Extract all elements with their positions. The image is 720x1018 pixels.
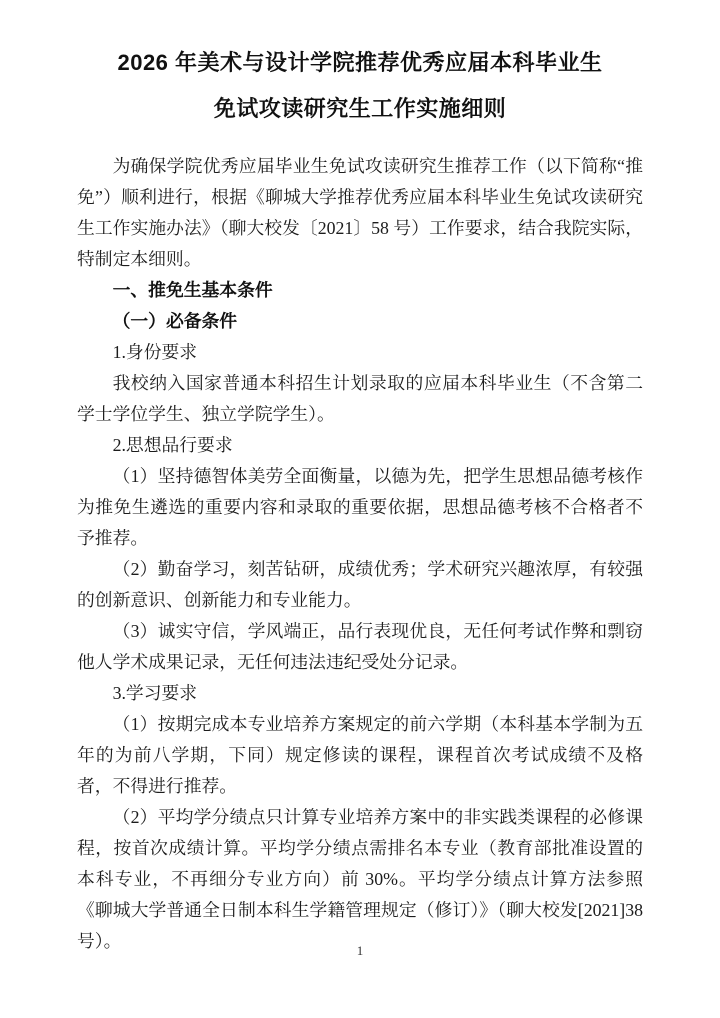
document-body	[77, 151, 643, 957]
subsection-heading-required-conditions: （一）必备条件	[112, 311, 238, 331]
item-heading-study-requirement: 3.学习要求	[112, 683, 198, 703]
page-number: 1	[356, 943, 364, 958]
item-heading-moral-requirement: 2.思想品行要求	[112, 435, 233, 455]
intro-paragraph: 为确保学院优秀应届毕业生免试攻读研究生推荐工作（以下简称“推免”）顺利进行，根据《聊城大学推荐优秀应届本科毕业生免试攻读研究生工作实施办法》（聊大校发〔2021〕58 号）工作要求，结合我院实际，特制定本细则。	[77, 156, 643, 269]
paragraph-study-point-1: （1）按期完成本专业培养方案规定的前六学期（本科基本学制为五年的为前八学期，下同）规定修读的课程，课程首次考试成绩不及格者，不得进行推荐。	[77, 714, 643, 796]
item-heading-identity-requirement: 1.身份要求	[112, 342, 198, 362]
paragraph-moral-point-2: （2）勤奋学习，刻苦钻研，成绩优秀；学术研究兴趣浓厚，有较强的创新意识、创新能力和专业能力。	[77, 559, 643, 610]
paragraph-identity-detail: 我校纳入国家普通本科招生计划录取的应届本科毕业生（不含第二学士学位学生、独立学院学生）。	[77, 373, 643, 424]
section-heading-basic-conditions: 一、推免生基本条件	[112, 280, 273, 300]
paragraph-study-point-2: （2）平均学分绩点只计算专业培养方案中的非实践类课程的必修课程，按首次成绩计算。平均学分绩点需排名本专业（教育部批准设置的本科专业，不再细分专业方向）前 30%。平均学分绩点计算方法参照《聊城大学普通全日制本科生学籍管理规定（修订）》（聊大校发[2021]38 号）。	[77, 807, 643, 951]
document-title	[62, 40, 658, 132]
document-title-line-1: 2026 年美术与设计学院推荐优秀应届本科毕业生	[117, 50, 603, 75]
paragraph-moral-point-3: （3）诚实守信，学风端正，品行表现优良，无任何考试作弊和剽窃他人学术成果记录，无任何违法违纪受处分记录。	[77, 621, 643, 672]
document-title-line-2: 免试攻读研究生工作实施细则	[213, 96, 507, 121]
paragraph-moral-point-1: （1）坚持德智体美劳全面衡量，以德为先，把学生思想品德考核作为推免生遴选的重要内容和录取的重要依据，思想品德考核不合格者不予推荐。	[77, 466, 643, 548]
